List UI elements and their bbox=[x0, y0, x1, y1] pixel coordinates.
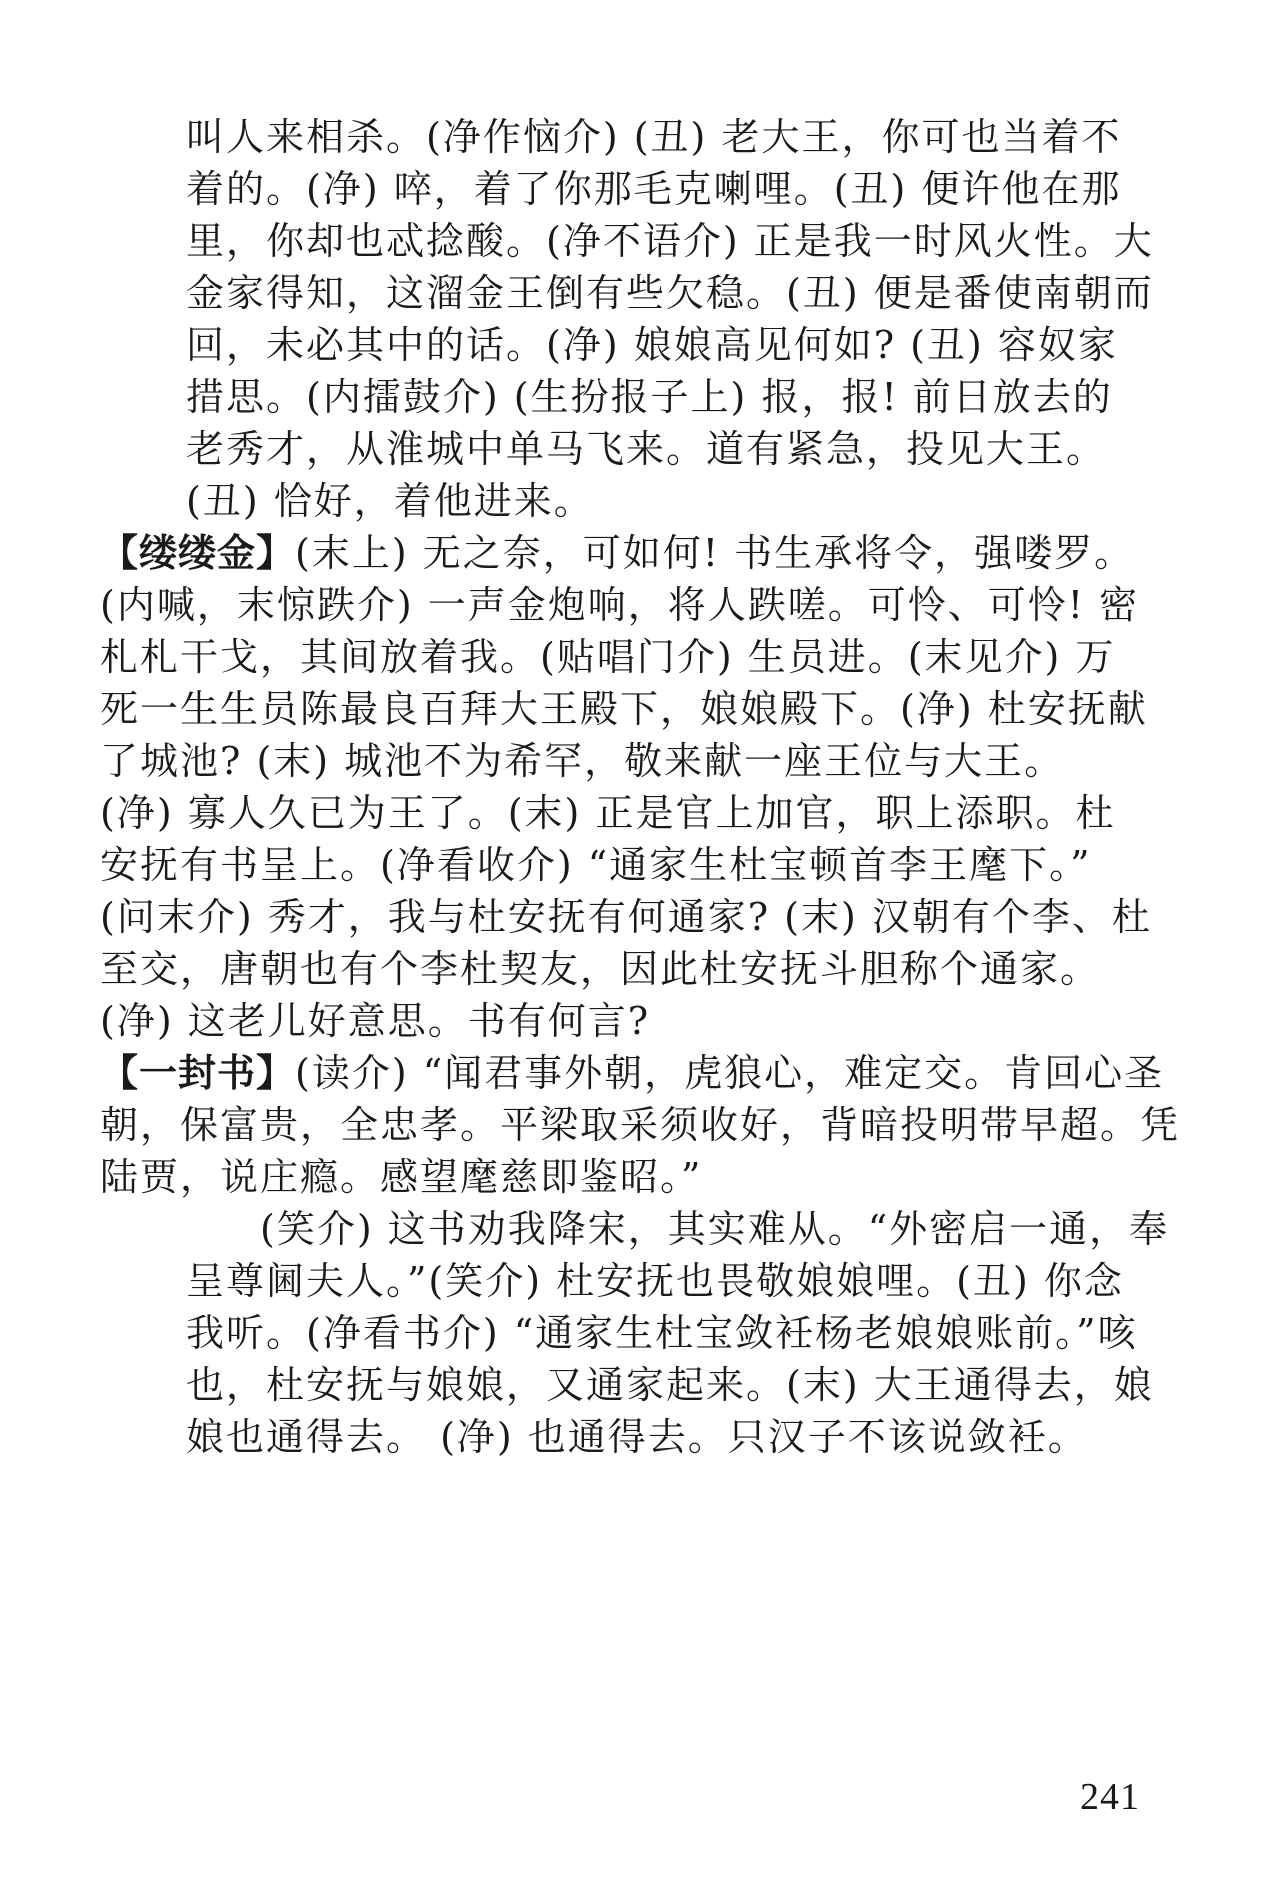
text-line: 死一生生员陈最良百拜大王殿下，娘娘殿下。(净) 杜安抚献 bbox=[100, 687, 1148, 731]
text-line: (内喊，末惊跌介) 一声金炮响，将人跌嗟。可怜、可怜! 密 bbox=[100, 583, 1140, 627]
text-line: 了城池? (末) 城池不为希罕，敬来献一座王位与大王。 bbox=[100, 739, 1065, 783]
tune-title: 【缕缕金】 bbox=[100, 531, 296, 575]
text-line: 里，你却也忒捻酸。(净不语介) 正是我一时风火性。大 bbox=[186, 219, 1154, 263]
text-line: 也，杜安抚与娘娘，又通家起来。(末) 大王通得去，娘 bbox=[186, 1363, 1154, 1407]
text-line: (丑) 恰好，着他进来。 bbox=[186, 479, 594, 523]
page-number: 241 bbox=[1080, 1776, 1140, 1818]
text-line: 回，未必其中的话。(净) 娘娘高见何如? (丑) 容奴家 bbox=[186, 323, 1118, 367]
text-line: (问末介) 秀才，我与杜安抚有何通家? (末) 汉朝有个李、杜 bbox=[100, 895, 1152, 939]
text-line: 朝，保富贵，全忠孝。平梁取采须收好，背暗投明带早超。凭 bbox=[100, 1103, 1181, 1147]
text-line: 我听。(净看书介) “通家生杜宝敛衽杨老娘娘账前。”咳 bbox=[186, 1311, 1138, 1355]
text-line: 措思。(内擂鼓介) (生扮报子上) 报，报! 前日放去的 bbox=[186, 375, 1113, 419]
text-line: 至交，唐朝也有个李杜契友，因此杜安抚斗胆称个通家。 bbox=[100, 947, 1101, 991]
text-line: (净) 寡人久已为王了。(末) 正是官上加官，职上添职。杜 bbox=[100, 791, 1116, 835]
text-line: (净) 这老儿好意思。书有何言? bbox=[100, 999, 651, 1043]
aria-text: (读介) “闻君事外朝，虎狼心，难定交。肯回心圣 bbox=[295, 1051, 1165, 1095]
text-line: 安抚有书呈上。(净看收介) “通家生杜宝顿首李王麾下。” bbox=[100, 843, 1092, 887]
aria-text: (末上) 无之奈，可如何! 书生承将令，强喽罗。 bbox=[295, 531, 1135, 575]
text-line: 娘也通得去。 (净) 也通得去。只汉子不该说敛衽。 bbox=[186, 1415, 1088, 1459]
text-line: 着的。(净) 啐，着了你那毛克喇哩。(丑) 便许他在那 bbox=[186, 167, 1122, 211]
text-line: 陆贾，说庄瘾。感望麾慈即鉴昭。” bbox=[100, 1155, 703, 1199]
text-line: 老秀才，从淮城中单马飞来。道有紧急，投见大王。 bbox=[186, 427, 1107, 471]
text-line: 叫人来相杀。(净作恼介) (丑) 老大王，你可也当着不 bbox=[186, 115, 1122, 159]
text-line: (笑介) 这书劝我降宋，其实难从。“外密启一通，奉 bbox=[260, 1207, 1170, 1251]
text-line: 金家得知，这溜金王倒有些欠稳。(丑) 便是番使南朝而 bbox=[186, 271, 1154, 315]
tune-title: 【一封书】 bbox=[100, 1051, 296, 1095]
text-line: 呈尊阃夫人。”(笑介) 杜安抚也畏敬娘娘哩。(丑) 你念 bbox=[186, 1259, 1124, 1303]
text-line: 札札干戈，其间放着我。(贴唱门介) 生员进。(末见介) 万 bbox=[100, 635, 1116, 679]
